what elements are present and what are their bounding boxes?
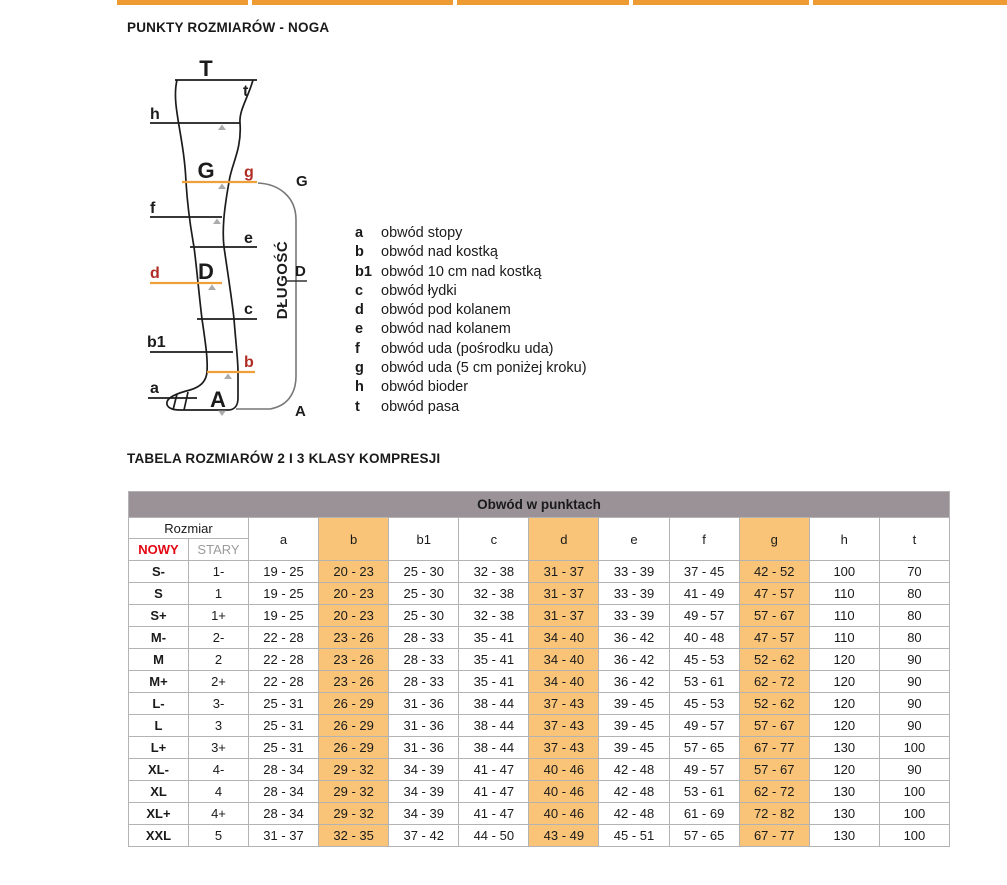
value-cell-d: 37 - 43 [529,715,599,737]
column-header-a: a [249,518,319,561]
legend-item-f [355,340,587,359]
value-cell-a: 19 - 25 [249,605,319,627]
size-old-cell: 1- [189,561,249,583]
size-new-cell: L- [129,693,189,715]
value-cell-a: 22 - 28 [249,627,319,649]
value-cell-t: 90 [879,715,949,737]
value-cell-f: 53 - 61 [669,671,739,693]
value-cell-c: 35 - 41 [459,671,529,693]
value-cell-d: 37 - 43 [529,693,599,715]
value-cell-c: 38 - 44 [459,715,529,737]
value-cell-a: 22 - 28 [249,671,319,693]
value-cell-g: 57 - 67 [739,605,809,627]
table-row [129,561,950,583]
column-header-t: t [879,518,949,561]
value-cell-b1: 34 - 39 [389,781,459,803]
value-cell-g: 52 - 62 [739,649,809,671]
nav-tab-underline[interactable] [252,0,453,5]
table-heading: TABELA ROZMIARÓW 2 I 3 KLASY KOMPRESJI [127,451,441,466]
value-cell-b1: 31 - 36 [389,715,459,737]
label-h: h [150,106,160,123]
legend-item-b [355,243,587,262]
value-cell-t: 100 [879,803,949,825]
value-cell-b1: 34 - 39 [389,759,459,781]
legend-text: obwód pod kolanem [381,302,511,319]
size-old-cell: 4+ [189,803,249,825]
value-cell-t: 90 [879,693,949,715]
legend-key: d [355,302,364,319]
value-cell-b1: 28 - 33 [389,671,459,693]
table-title-row [129,492,950,518]
value-cell-d: 37 - 43 [529,737,599,759]
value-cell-f: 40 - 48 [669,627,739,649]
size-new-cell: M- [129,627,189,649]
value-cell-c: 38 - 44 [459,737,529,759]
value-cell-e: 39 - 45 [599,693,669,715]
value-cell-b: 26 - 29 [319,737,389,759]
size-new-cell: S- [129,561,189,583]
value-cell-f: 37 - 45 [669,561,739,583]
size-new-cell: XL- [129,759,189,781]
nav-tab-underline[interactable] [633,0,809,5]
column-header-d: d [529,518,599,561]
size-old-cell: 4 [189,781,249,803]
value-cell-t: 100 [879,781,949,803]
value-cell-h: 110 [809,627,879,649]
value-cell-e: 39 - 45 [599,715,669,737]
value-cell-t: 80 [879,605,949,627]
size-old-cell: 3 [189,715,249,737]
value-cell-d: 31 - 37 [529,583,599,605]
table-row [129,627,950,649]
nav-tab-underline[interactable] [117,0,248,5]
label-e: e [244,230,253,247]
legend-item-g [355,359,587,378]
value-cell-g: 47 - 57 [739,627,809,649]
marker-triangle [218,125,226,131]
value-cell-c: 32 - 38 [459,605,529,627]
column-header-row [129,518,950,539]
label-b: b [244,354,254,371]
value-cell-b1: 25 - 30 [389,561,459,583]
size-table [128,491,950,847]
nav-tab-underline[interactable] [813,0,1007,5]
value-cell-e: 33 - 39 [599,605,669,627]
size-old-cell: 3+ [189,737,249,759]
value-cell-g: 42 - 52 [739,561,809,583]
value-cell-b1: 25 - 30 [389,583,459,605]
value-cell-b1: 28 - 33 [389,627,459,649]
value-cell-h: 130 [809,825,879,847]
value-cell-f: 57 - 65 [669,737,739,759]
value-cell-g: 62 - 72 [739,781,809,803]
value-cell-h: 120 [809,715,879,737]
legend-item-e [355,320,587,339]
table-row [129,781,950,803]
column-header-f: f [669,518,739,561]
value-cell-h: 110 [809,605,879,627]
value-cell-c: 41 - 47 [459,803,529,825]
value-cell-b: 20 - 23 [319,583,389,605]
value-cell-d: 34 - 40 [529,649,599,671]
marker-triangle [213,219,221,225]
value-cell-d: 40 - 46 [529,759,599,781]
value-cell-c: 35 - 41 [459,649,529,671]
label-t: t [243,83,249,100]
size-new-cell: L [129,715,189,737]
leg-measurement-diagram [140,60,340,420]
label-D: D [198,259,214,284]
value-cell-b: 32 - 35 [319,825,389,847]
value-cell-a: 22 - 28 [249,649,319,671]
value-cell-f: 41 - 49 [669,583,739,605]
legend-item-b1 [355,263,587,282]
size-new-cell: XL [129,781,189,803]
size-new-cell: M [129,649,189,671]
value-cell-h: 120 [809,671,879,693]
size-new-cell: S+ [129,605,189,627]
legend-text: obwód pasa [381,398,460,415]
bracket-label-G: G [296,173,308,190]
value-cell-e: 42 - 48 [599,781,669,803]
value-cell-g: 47 - 57 [739,583,809,605]
value-cell-f: 57 - 65 [669,825,739,847]
table-row [129,737,950,759]
value-cell-a: 28 - 34 [249,803,319,825]
legend-key: t [355,398,360,415]
value-cell-t: 90 [879,671,949,693]
table-row [129,605,950,627]
value-cell-h: 110 [809,583,879,605]
value-cell-f: 45 - 53 [669,693,739,715]
legend-item-d [355,301,587,320]
legend-text: obwód nad kostką [381,244,498,261]
table-row [129,825,950,847]
table-row [129,803,950,825]
value-cell-t: 100 [879,825,949,847]
value-cell-c: 41 - 47 [459,759,529,781]
size-old-cell: 1+ [189,605,249,627]
value-cell-a: 31 - 37 [249,825,319,847]
value-cell-g: 67 - 77 [739,737,809,759]
size-new-cell: L+ [129,737,189,759]
page-title: PUNKTY ROZMIARÓW - NOGA [127,20,330,35]
value-cell-b1: 28 - 33 [389,649,459,671]
table-row [129,671,950,693]
value-cell-g: 57 - 67 [739,715,809,737]
value-cell-e: 39 - 45 [599,737,669,759]
value-cell-c: 35 - 41 [459,627,529,649]
size-old-cell: 3- [189,693,249,715]
value-cell-t: 80 [879,583,949,605]
size-old-cell: 5 [189,825,249,847]
table-row [129,649,950,671]
label-A: A [210,387,226,412]
value-cell-a: 25 - 31 [249,693,319,715]
value-cell-b: 26 - 29 [319,715,389,737]
legend-key: a [355,225,364,241]
value-cell-c: 32 - 38 [459,583,529,605]
value-cell-b: 26 - 29 [319,693,389,715]
value-cell-a: 25 - 31 [249,715,319,737]
table-row [129,693,950,715]
value-cell-h: 120 [809,693,879,715]
legend-text: obwód uda (pośrodku uda) [381,340,554,357]
value-cell-h: 120 [809,649,879,671]
value-cell-a: 19 - 25 [249,583,319,605]
value-cell-c: 38 - 44 [459,693,529,715]
value-cell-e: 36 - 42 [599,671,669,693]
value-cell-a: 25 - 31 [249,737,319,759]
legend-text: obwód nad kolanem [381,321,511,338]
size-new-header: NOWY [129,539,189,561]
legend-item-h [355,378,587,397]
column-header-b1: b1 [389,518,459,561]
size-new-cell: S [129,583,189,605]
label-g: g [244,164,254,181]
value-cell-b1: 34 - 39 [389,803,459,825]
value-cell-f: 53 - 61 [669,781,739,803]
bracket-label-A: A [295,403,306,420]
legend-key: f [355,340,360,357]
legend-text: obwód bioder [381,379,469,396]
size-old-cell: 4- [189,759,249,781]
table-row [129,715,950,737]
marker-triangle [208,285,216,291]
value-cell-e: 33 - 39 [599,583,669,605]
size-old-header: STARY [189,539,249,561]
value-cell-g: 57 - 67 [739,759,809,781]
value-cell-b: 29 - 32 [319,759,389,781]
size-old-cell: 2- [189,627,249,649]
label-T: T [199,60,213,81]
value-cell-t: 80 [879,627,949,649]
column-header-g: g [739,518,809,561]
nav-tab-underline[interactable] [457,0,629,5]
legend-key: e [355,321,364,338]
value-cell-b1: 31 - 36 [389,737,459,759]
value-cell-b1: 37 - 42 [389,825,459,847]
size-new-cell: XXL [129,825,189,847]
legend-text: obwód stopy [381,225,463,241]
legend-key: h [355,379,364,396]
value-cell-g: 62 - 72 [739,671,809,693]
value-cell-e: 36 - 42 [599,627,669,649]
bracket-label-D: D [295,263,306,280]
value-cell-d: 31 - 37 [529,605,599,627]
value-cell-t: 90 [879,649,949,671]
value-cell-t: 70 [879,561,949,583]
value-cell-b: 29 - 32 [319,781,389,803]
legend-item-t [355,398,587,417]
value-cell-b: 20 - 23 [319,605,389,627]
column-header-c: c [459,518,529,561]
value-cell-b1: 25 - 30 [389,605,459,627]
value-cell-b: 23 - 26 [319,649,389,671]
value-cell-b: 20 - 23 [319,561,389,583]
label-f: f [150,200,156,217]
value-cell-c: 44 - 50 [459,825,529,847]
value-cell-d: 40 - 46 [529,781,599,803]
size-new-cell: XL+ [129,803,189,825]
value-cell-t: 90 [879,759,949,781]
value-cell-c: 32 - 38 [459,561,529,583]
table-row [129,759,950,781]
label-G: G [197,158,215,183]
value-cell-t: 100 [879,737,949,759]
size-old-cell: 1 [189,583,249,605]
value-cell-f: 61 - 69 [669,803,739,825]
value-cell-d: 34 - 40 [529,627,599,649]
value-cell-a: 28 - 34 [249,759,319,781]
value-cell-h: 130 [809,737,879,759]
legend-key: b1 [355,263,372,280]
value-cell-a: 19 - 25 [249,561,319,583]
value-cell-b1: 31 - 36 [389,693,459,715]
value-cell-f: 49 - 57 [669,605,739,627]
value-cell-e: 36 - 42 [599,649,669,671]
value-cell-a: 28 - 34 [249,781,319,803]
measurement-legend [355,224,587,417]
value-cell-h: 130 [809,803,879,825]
value-cell-c: 41 - 47 [459,781,529,803]
value-cell-g: 52 - 62 [739,693,809,715]
size-old-cell: 2+ [189,671,249,693]
value-cell-e: 33 - 39 [599,561,669,583]
legend-item-c [355,282,587,301]
value-cell-f: 49 - 57 [669,759,739,781]
value-cell-d: 31 - 37 [529,561,599,583]
value-cell-h: 120 [809,759,879,781]
label-b1: b1 [147,334,166,351]
marker-triangle [224,374,232,380]
value-cell-g: 67 - 77 [739,825,809,847]
size-new-cell: M+ [129,671,189,693]
value-cell-b: 29 - 32 [319,803,389,825]
column-header-e: e [599,518,669,561]
value-cell-h: 130 [809,781,879,803]
value-cell-b: 23 - 26 [319,627,389,649]
value-cell-g: 72 - 82 [739,803,809,825]
label-c: c [244,301,253,318]
value-cell-d: 43 - 49 [529,825,599,847]
legend-key: b [355,244,364,261]
value-cell-h: 100 [809,561,879,583]
label-d: d [150,265,160,282]
legend-text: obwód łydki [381,282,457,299]
size-old-cell: 2 [189,649,249,671]
legend-text: obwód uda (5 cm poniżej kroku) [381,360,587,377]
legend-key: c [355,282,364,299]
label-a: a [150,380,159,397]
marker-triangle [218,184,226,190]
size-header: Rozmiar [129,518,249,539]
legend-item-a [355,224,587,243]
value-cell-e: 45 - 51 [599,825,669,847]
value-cell-d: 34 - 40 [529,671,599,693]
value-cell-f: 49 - 57 [669,715,739,737]
legend-text: obwód 10 cm nad kostką [381,263,542,280]
value-cell-f: 45 - 53 [669,649,739,671]
column-header-b: b [319,518,389,561]
value-cell-e: 42 - 48 [599,759,669,781]
value-cell-e: 42 - 48 [599,803,669,825]
table-row [129,583,950,605]
legend-key: g [355,360,364,377]
value-cell-d: 40 - 46 [529,803,599,825]
value-cell-b: 23 - 26 [319,671,389,693]
column-header-h: h [809,518,879,561]
length-label: DŁUGOŚĆ [274,240,291,320]
table-title: Obwód w punktach [129,492,950,518]
